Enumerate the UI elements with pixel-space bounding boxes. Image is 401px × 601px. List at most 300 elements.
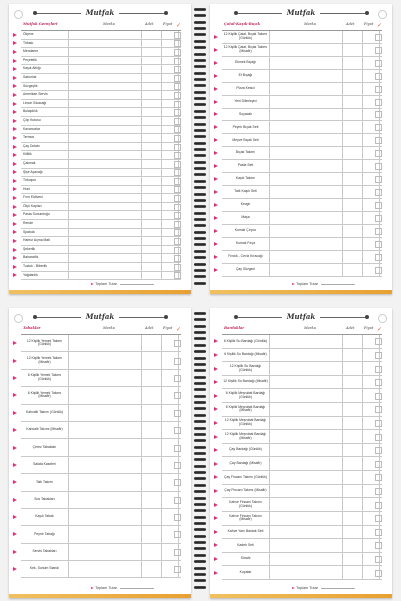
brand-cell[interactable] [69,237,142,245]
qty-cell[interactable] [141,134,162,142]
qty-cell[interactable] [342,376,363,389]
item-checkbox[interactable] [174,40,181,47]
item-table [21,334,181,578]
brand-cell[interactable] [270,349,343,362]
qty-cell[interactable] [141,108,162,116]
item-checkbox[interactable] [174,32,181,39]
total-line[interactable] [120,284,154,285]
qty-cell[interactable] [342,444,363,457]
item-checkbox[interactable] [174,410,181,417]
total-label: Toplam Tutar [296,282,318,286]
qty-cell[interactable] [342,160,363,172]
item-checkbox[interactable] [375,215,382,222]
qty-cell[interactable] [342,264,363,276]
qty-cell[interactable] [342,457,363,470]
qty-cell[interactable] [141,48,162,56]
row-bullet-icon [214,35,218,39]
brand-cell[interactable] [270,70,343,82]
brand-cell[interactable] [69,177,142,185]
brand-cell[interactable] [270,512,343,525]
qty-cell[interactable] [342,349,363,362]
qty-cell[interactable] [342,225,363,237]
brand-cell[interactable] [270,553,343,566]
title-ornament [164,315,168,319]
total-label: Toplam Tutar [296,586,318,590]
item-checkbox[interactable] [174,152,181,159]
item-checkbox[interactable] [174,358,181,365]
item-checkbox[interactable] [375,86,382,93]
column-headers [21,21,181,29]
brand-cell[interactable] [270,539,343,552]
brand-cell[interactable] [270,430,343,443]
item-name: Şişe Açacağı [21,169,69,177]
qty-cell[interactable] [342,212,363,224]
qty-cell[interactable] [141,83,162,91]
item-checkbox[interactable] [174,255,181,262]
qty-cell[interactable] [141,126,162,134]
brand-cell[interactable] [270,147,343,159]
row-bullet-icon [13,480,17,484]
item-name: Mendame [21,48,69,56]
item-checkbox[interactable] [174,186,181,193]
item-checkbox[interactable] [174,101,181,108]
row-bullet-icon [13,515,17,519]
item-name: Kadeh Seti [222,539,270,552]
brand-cell[interactable] [270,485,343,498]
qty-cell[interactable] [342,430,363,443]
item-table [222,30,382,277]
qty-cell[interactable] [141,439,162,455]
qty-cell[interactable] [141,254,162,262]
brand-cell[interactable] [69,246,142,254]
item-checkbox[interactable] [375,570,382,577]
spiral-ring [194,65,206,68]
item-checkbox[interactable] [174,83,181,90]
brand-cell[interactable] [69,405,142,421]
brand-cell[interactable] [69,220,142,228]
brand-cell[interactable] [69,387,142,403]
brand-cell[interactable] [270,526,343,539]
brand-cell[interactable] [270,134,343,146]
brand-cell[interactable] [270,173,343,185]
item-checkbox[interactable] [174,178,181,185]
brand-cell[interactable] [69,83,142,91]
qty-cell[interactable] [141,509,162,525]
qty-cell[interactable] [141,457,162,473]
item-checkbox[interactable] [174,375,181,382]
item-checkbox[interactable] [375,556,382,563]
brand-cell[interactable] [69,229,142,237]
spiral-ring [194,193,206,196]
column-headers [21,325,181,333]
brand-cell[interactable] [69,254,142,262]
total-amount [91,282,154,286]
brand-cell[interactable] [270,444,343,457]
item-name: Ölçü Kapları [21,203,69,211]
item-checkbox[interactable] [174,118,181,125]
item-checkbox[interactable] [375,474,382,481]
item-name: Yağdanlık [21,272,69,280]
qty-cell[interactable] [141,160,162,168]
item-checkbox[interactable] [174,272,181,279]
item-checkbox[interactable] [375,379,382,386]
row-bullet-icon [13,153,17,157]
item-checkbox[interactable] [375,393,382,400]
qty-cell[interactable] [342,566,363,579]
item-checkbox[interactable] [375,189,382,196]
table-row [222,121,382,134]
brand-cell[interactable] [270,335,343,348]
qty-cell[interactable] [342,251,363,263]
item-checkbox[interactable] [375,352,382,359]
row-bullet-icon [13,187,17,191]
qty-cell[interactable] [342,539,363,552]
brand-cell[interactable] [69,352,142,368]
brand-cell[interactable] [270,225,343,237]
qty-cell[interactable] [141,492,162,508]
item-name: Huni [21,186,69,194]
checkmark-icon: ✓ [175,326,181,333]
checkmark-icon: ✓ [376,22,382,29]
brand-cell[interactable] [270,362,343,375]
brand-cell[interactable] [69,31,142,39]
spiral-ring [194,312,206,315]
item-checkbox[interactable] [174,514,181,521]
item-name: Kek, Sunum Standı [21,561,69,577]
brand-cell[interactable] [270,31,343,43]
brand-cell[interactable] [69,211,142,219]
brand-cell[interactable] [69,457,142,473]
brand-cell[interactable] [69,65,142,73]
qty-cell[interactable] [342,44,363,56]
total-line[interactable] [120,588,154,589]
qty-cell[interactable] [141,335,162,351]
qty-cell[interactable] [141,220,162,228]
table-row [222,417,382,431]
qty-cell[interactable] [141,526,162,542]
item-checkbox[interactable] [375,338,382,345]
item-checkbox[interactable] [375,434,382,441]
qty-cell[interactable] [141,169,162,177]
item-checkbox[interactable] [375,254,382,261]
table-row [21,160,181,169]
item-name: Çay Bardağı (Günlük) [222,444,270,457]
brand-cell[interactable] [69,40,142,48]
total-line[interactable] [321,284,355,285]
item-checkbox[interactable] [174,247,181,254]
brand-cell[interactable] [270,121,343,133]
total-line[interactable] [321,588,355,589]
brand-cell[interactable] [69,439,142,455]
spiral-ring [194,433,206,436]
qty-cell[interactable] [141,151,162,159]
table-row [21,237,181,246]
qty-cell[interactable] [141,177,162,185]
item-checkbox[interactable] [174,497,181,504]
item-checkbox[interactable] [375,267,382,274]
row-bullet-icon [214,48,218,52]
brand-cell[interactable] [69,143,142,151]
item-checkbox[interactable] [375,137,382,144]
spiral-ring [194,586,206,589]
item-checkbox[interactable] [375,34,382,41]
qty-cell[interactable] [141,263,162,271]
brand-cell[interactable] [69,117,142,125]
brand-cell[interactable] [270,160,343,172]
qty-cell[interactable] [141,229,162,237]
qty-cell[interactable] [141,100,162,108]
brand-cell[interactable] [69,91,142,99]
brand-cell[interactable] [270,264,343,276]
qty-cell[interactable] [342,238,363,250]
brand-cell[interactable] [69,169,142,177]
item-checkbox[interactable] [174,549,181,556]
item-checkbox[interactable] [174,212,181,219]
item-checkbox[interactable] [174,161,181,168]
row-bullet-icon [13,222,17,226]
brand-cell[interactable] [69,57,142,65]
qty-cell[interactable] [342,403,363,416]
brand-cell[interactable] [69,126,142,134]
brand-cell[interactable] [270,389,343,402]
row-bullet-icon [214,138,218,142]
brand-cell[interactable] [69,194,142,202]
brand-cell[interactable] [69,370,142,386]
checkmark-icon: ✓ [175,22,181,29]
qty-cell[interactable] [141,194,162,202]
item-checkbox[interactable] [375,447,382,454]
item-checkbox[interactable] [174,221,181,228]
qty-cell[interactable] [342,57,363,69]
row-bullet-icon [214,503,218,507]
title-rule-right [119,317,165,318]
qty-cell[interactable] [141,91,162,99]
item-checkbox[interactable] [174,566,181,573]
item-checkbox[interactable] [375,488,382,495]
item-checkbox[interactable] [174,238,181,245]
item-checkbox[interactable] [375,241,382,248]
item-name: Et Bıçağı [222,70,270,82]
qty-cell[interactable] [342,417,363,430]
qty-cell[interactable] [342,109,363,121]
table-row [21,91,181,100]
qty-cell[interactable] [141,544,162,560]
item-checkbox[interactable] [375,529,382,536]
row-bullet-icon [214,74,218,78]
item-checkbox[interactable] [375,99,382,106]
item-name: Yeni Dilimleyici [222,96,270,108]
brand-cell[interactable] [69,134,142,142]
item-checkbox[interactable] [174,135,181,142]
qty-cell[interactable] [342,389,363,402]
qty-cell[interactable] [141,405,162,421]
item-checkbox[interactable] [375,502,382,509]
item-checkbox[interactable] [375,542,382,549]
brand-cell[interactable] [270,238,343,250]
item-checkbox[interactable] [174,445,181,452]
brand-cell[interactable] [270,417,343,430]
brand-cell[interactable] [69,263,142,271]
item-checkbox[interactable] [174,264,181,271]
item-checkbox[interactable] [174,340,181,347]
qty-cell[interactable] [342,498,363,511]
item-checkbox[interactable] [174,531,181,538]
brand-cell[interactable] [69,422,142,438]
item-checkbox[interactable] [375,111,382,118]
brand-cell[interactable] [270,376,343,389]
brand-cell[interactable] [69,335,142,351]
row-bullet-icon [214,475,218,479]
item-checkbox[interactable] [174,66,181,73]
item-checkbox[interactable] [174,204,181,211]
item-checkbox[interactable] [174,479,181,486]
qty-cell[interactable] [141,40,162,48]
brand-cell[interactable] [270,251,343,263]
qty-cell[interactable] [141,352,162,368]
brand-cell[interactable] [270,457,343,470]
brand-cell[interactable] [69,203,142,211]
item-checkbox[interactable] [375,420,382,427]
qty-cell[interactable] [141,211,162,219]
qty-cell[interactable] [342,173,363,185]
item-checkbox[interactable] [174,195,181,202]
qty-cell[interactable] [342,471,363,484]
qty-cell[interactable] [141,117,162,125]
qty-cell[interactable] [342,186,363,198]
brand-cell[interactable] [270,186,343,198]
brand-cell[interactable] [270,96,343,108]
brand-cell[interactable] [69,526,142,542]
qty-cell[interactable] [141,143,162,151]
brand-cell[interactable] [69,544,142,560]
qty-cell[interactable] [141,65,162,73]
table-row [222,264,382,277]
qty-cell[interactable] [342,31,363,43]
table-row [21,474,181,491]
item-checkbox[interactable] [375,406,382,413]
qty-cell[interactable] [342,147,363,159]
table-row [21,177,181,186]
qty-cell[interactable] [141,246,162,254]
item-checkbox[interactable] [174,92,181,99]
item-name: Kupalar [222,566,270,579]
qty-cell[interactable] [141,474,162,490]
qty-cell[interactable] [342,526,363,539]
row-bullet-icon [214,543,218,547]
item-checkbox[interactable] [375,60,382,67]
item-checkbox[interactable] [375,176,382,183]
qty-cell[interactable] [141,561,162,577]
brand-cell[interactable] [69,108,142,116]
brand-cell[interactable] [270,471,343,484]
item-checkbox[interactable] [375,163,382,170]
item-checkbox[interactable] [174,392,181,399]
item-checkbox[interactable] [174,49,181,56]
qty-cell[interactable] [141,370,162,386]
item-checkbox[interactable] [375,124,382,131]
brand-cell[interactable] [270,44,343,56]
row-bullet-icon [214,530,218,534]
qty-cell[interactable] [342,362,363,375]
qty-cell[interactable] [342,83,363,95]
brand-cell[interactable] [69,100,142,108]
item-checkbox[interactable] [375,228,382,235]
table-row [21,335,181,352]
brand-cell[interactable] [270,109,343,121]
item-checkbox[interactable] [375,461,382,468]
item-checkbox[interactable] [174,169,181,176]
item-name: Çakmak [21,160,69,168]
qty-cell[interactable] [141,237,162,245]
item-checkbox[interactable] [174,109,181,116]
item-checkbox[interactable] [375,202,382,209]
qty-cell[interactable] [342,512,363,525]
qty-cell[interactable] [342,121,363,133]
qty-cell[interactable] [342,553,363,566]
brand-cell[interactable] [69,474,142,490]
qty-cell[interactable] [141,422,162,438]
item-checkbox[interactable] [174,144,181,151]
brand-cell[interactable] [270,83,343,95]
item-checkbox[interactable] [174,462,181,469]
item-checkbox[interactable] [375,150,382,157]
qty-cell[interactable] [141,31,162,39]
qty-cell[interactable] [342,134,363,146]
brand-cell[interactable] [270,212,343,224]
item-checkbox[interactable] [375,47,382,54]
item-checkbox[interactable] [174,229,181,236]
brand-cell[interactable] [69,509,142,525]
item-checkbox[interactable] [174,126,181,133]
brand-cell[interactable] [270,566,343,579]
qty-cell[interactable] [342,96,363,108]
row-bullet-icon [13,33,17,37]
brand-cell[interactable] [69,74,142,82]
brand-cell[interactable] [270,57,343,69]
brand-cell[interactable] [69,492,142,508]
spiral-ring [194,46,206,49]
item-checkbox[interactable] [174,427,181,434]
item-checkbox[interactable] [375,366,382,373]
brand-cell[interactable] [69,48,142,56]
item-checkbox[interactable] [174,58,181,65]
brand-cell[interactable] [69,160,142,168]
qty-cell[interactable] [141,387,162,403]
qty-cell[interactable] [141,186,162,194]
brand-cell[interactable] [69,272,142,280]
qty-cell[interactable] [342,485,363,498]
brand-cell[interactable] [69,151,142,159]
qty-cell[interactable] [141,203,162,211]
spiral-ring [194,535,206,538]
brand-cell[interactable] [270,199,343,211]
qty-cell[interactable] [342,199,363,211]
qty-cell[interactable] [342,335,363,348]
brand-cell[interactable] [69,561,142,577]
item-checkbox[interactable] [375,73,382,80]
brand-cell[interactable] [270,498,343,511]
qty-cell[interactable] [141,272,162,280]
qty-cell[interactable] [141,57,162,65]
spiral-ring [194,40,206,43]
qty-cell[interactable] [141,74,162,82]
item-checkbox[interactable] [174,75,181,82]
item-checkbox[interactable] [375,515,382,522]
brand-cell[interactable] [270,403,343,416]
brand-cell[interactable] [69,186,142,194]
table-row [21,254,181,263]
qty-cell[interactable] [342,70,363,82]
